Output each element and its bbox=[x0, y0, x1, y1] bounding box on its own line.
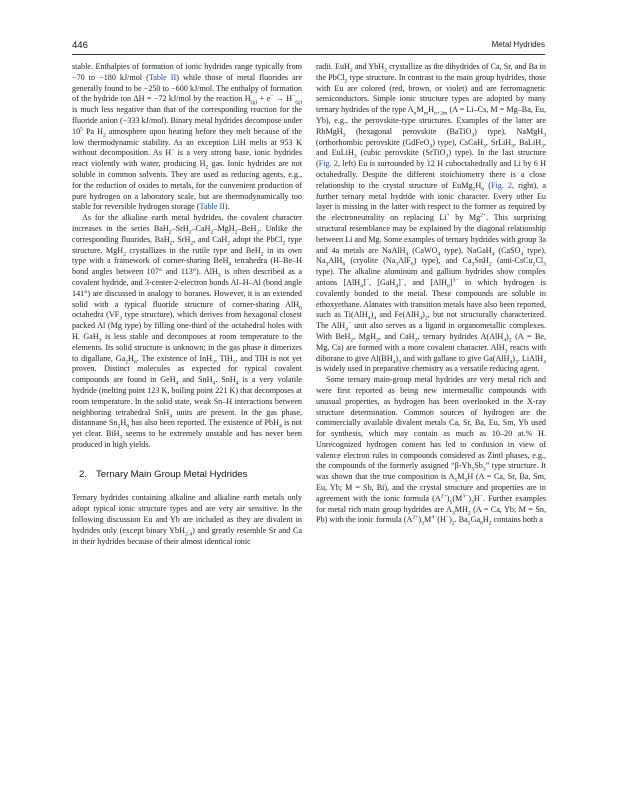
paragraph: As for the alkaline earth metal hydrides, the covalent character increases in the series BaH$_2$–SrH$_2$–CaH$_2$–MgH$_2$–BeH$_2$. Unlike the corresponding fluorides, BaH$_2$, SrH$_2$, and CaH$_2$ adopt the PbCl$_2$ type structure. MgH$_2$ crystallizes in the rutile type and BeH$_2$ in its own type with a framework of corner-sharing BeH$_4$ tetrahedra (H–Be–H bond angles between 107° and 113°). AlH$_3$ is often described as a covalent hydride, and 3-center-2-electron bonds Al–H–Al (bond angle 141°) are discussed in analogy to boranes. However, it is an extended solid with a typical fluoride structure of corner-sharing AlH$_6$ octahedra ($VF_3$ type structure), which derives from hexagonal closest packed Al (Mg type) by filling one-third of the octahedral holes with H. GaH$_3$ is less stable and decomposes at room temperature to the elements. Its solid structure is unknown; in the gas phase it dimerizes to digallane, $Ga_2H_6$. The existence of InH$_3$, TlH$_3$, and TlH is not yet proven. Distinct molecules as expected for typical covalent compounds are found in GeH$_4$ and SnH$_4$. SnH$_4$ is a very volatile hydride (melting point 123 K, boiling point 221 K) that decomposes at room temperature. In the solid state, weak Sn–H interactions between neighboring tetrahedral SnH$_4$ units are present. In the gas phase, distannane $Sn_2H_6$ has also been reported. The existence of PbH$_4$ is not yet clear. BiH$_3$ seems to be extremely unstable and has never been produced in high yields. bbox=[72, 213, 302, 449]
paragraph: stable. Enthalpies of formation of ionic hydrides range typically from −70 to −180 kJ/mol (Table II) while those of metal fluorides are generally found to be −250 to −600 kJ/mol. The enthalpy of formation of the hydride ion ΔH = −72 kJ/mol by the reaction $H_{(g)} + e^- \to H^-_{(g)}$ is much less negative than that of the corresponding reaction for the fluoride anion (−333 kJ/mol). Binary metal hydrides decompose under $10^5$ Pa $H_2$ atmosphere upon heating before they melt because of the low thermodynamic stability. As an exception LiH melts at 953 K without decomposition. As H− is a very strong base, ionic hydrides react violently with water, producing $H_2$ gas. Ionic hydrides are not soluble in common solvents. They are used as reducing agents, e.g., for the reduction of oxides to metals, for the convenient production of pure hydrogen on a laboratory scale, but are thermodynamically too stable for reversible hydrogen storage (Table II). bbox=[72, 62, 303, 212]
right-column bbox=[316, 62, 546, 526]
section-number: 2. bbox=[79, 468, 88, 480]
section-heading bbox=[79, 470, 302, 481]
table-ii-link[interactable]: Table II bbox=[199, 202, 225, 212]
page-header bbox=[72, 40, 545, 54]
paragraph: Ternary hydrides containing alkaline and alkaline earth metals only adopt typical ionic structure types and are very air sensitive. In the following discussion Eu and Yb are included as they are divalent in hydrides only (except binary YbH$_{2.4}$) and greatly resemble Sr and Ca in their hydrides because of their almost identical ionic bbox=[72, 493, 302, 546]
header-rule bbox=[72, 54, 545, 55]
section-title: Ternary Main Group Metal Hydrides bbox=[96, 468, 248, 480]
paragraph: radii. EuH$_2$ and YbH$_2$ crystallize as the dihydrides of Ca, Sr, and Ba in the PbCl$_2$ type structure. In contrast to the main group hydrides, those with Eu are colored (red, brown, or violet) and are ferromagnetic semiconductors. Simple ionic structure types are adopted by many ternary hydrides of the type $A_nM_mH_{n+2m}$ (A = Li–Cs, M = Mg–Ba, Eu, Yb), e.g., the perovskite-type structures. Examples of the latter are RbMgH$_3$ (hexagonal perovskite (BaTiO$_3$) type), NaMgH$_3$ (orthorhombic perovskite (GdFeO$_3$) type), CsCaH$_3$, SrLiH$_3$, BaLiH$_3$, and EuLiH$_3$ (cubic perovskite (SrTiO$_3$) type). In the last structure (Fig. 2, left) Eu is surrounded by 12 H cuboctahedrally and Li by 6 H octahedrally. Despite the different stoichiometry there is a close relationship to the crystal structure of $EuMg_2H_6$ (Fig. 2, right), a further ternary metal hydride with ionic character. Every other Eu layer is missing in the latter with respect to the former as required by the electroneutrality on replacing Li+ by $Mg^{2+}$. This surprising structural resemblance may be explained by the diagonal relationship between Li and Mg. Some examples of ternary hydrides with group 3a and 4a metals are NaAlH$_4$ (CaWO$_4$ type), NaGaH$_4$ (CaSO$_4$ type), $Na_3AlH_6$ (cryolite $(Na_3AlF_6)$ type), and $Ca_3SnH_2$ ($anti-CsCu_2Cl_3$ type). The alkaline aluminum and gallium hydrides show complex anions [AlH$_4$]−, [GaH$_4$]−, and $[AlH_6]^{3-}$ in which hydrogen is covalently bonded to the metal. These compounds are soluble in ethoxyethane. Alanates with transition metals have also been reported, such as $Ti(AlH_4)_4$ and $Fe(AlH_4)_2$, but not structurally characterized. The AlH$_4$− unit also serves as a ligand in organometallic complexes. With BeH$_2$, MgH$_2$, and CaH$_2$, ternary hydrides $A(AlH_4)_2$ (A = Be, Mg, Ca) are formed with a more covalent character. AlH$_3$ reacts with diborane to give $Al(BH_4)_3$ and with gallane to give $Ga(AlH_4)_3$. LiAlH$_4$ is widely used in preparative chemistry as a versatile reducing agent. bbox=[316, 62, 547, 374]
fig-2-link[interactable]: Fig. 2 bbox=[490, 180, 512, 190]
running-title: Metal Hydrides bbox=[491, 40, 545, 49]
page-number: 446 bbox=[72, 40, 88, 51]
table-ii-link[interactable]: Table II bbox=[148, 72, 177, 82]
paragraph: Some ternary main-group metal hydrides are very metal rich and were first reported as being new intermetallic compounds with unusual properties, as hydrogen has been overlooked in the X-ray structure determination. Common sources of hydrogen are the commercially available divalent metals Ca, Sr, Ba, Eu, Sm, Yb used for synthesis, which may contain as much as 10–20 at.% H. Unrecognized hydrogen content has led to confusion in view of valence electron rules in compounds considered as Zintl phases, e.g., the compounds of the formerly assigned “$\beta-Yb_5Sb_3$” type structure. It was shown that the true composition is $A_5M_3H$ (A = Ca, Sr, Ba, Sm, Eu, Yb; M = Sb, Bi), and the crystal structure and properties are in agreement with the ionic formula $(A^{2+})_5(M^{3-})_3H^-$. Further examples for metal rich main group hydrides are $A_3MH_2$ (A = Ca, Yb; M = Sn, Pb) with the ionic formula $(A^{2+})_3M^{4-}(H^-)_2$. $Ba_5Ga_6H_2$ contains both a bbox=[316, 375, 546, 528]
left-column bbox=[72, 62, 302, 547]
fig-2-link[interactable]: Fig. 2 bbox=[318, 159, 338, 169]
